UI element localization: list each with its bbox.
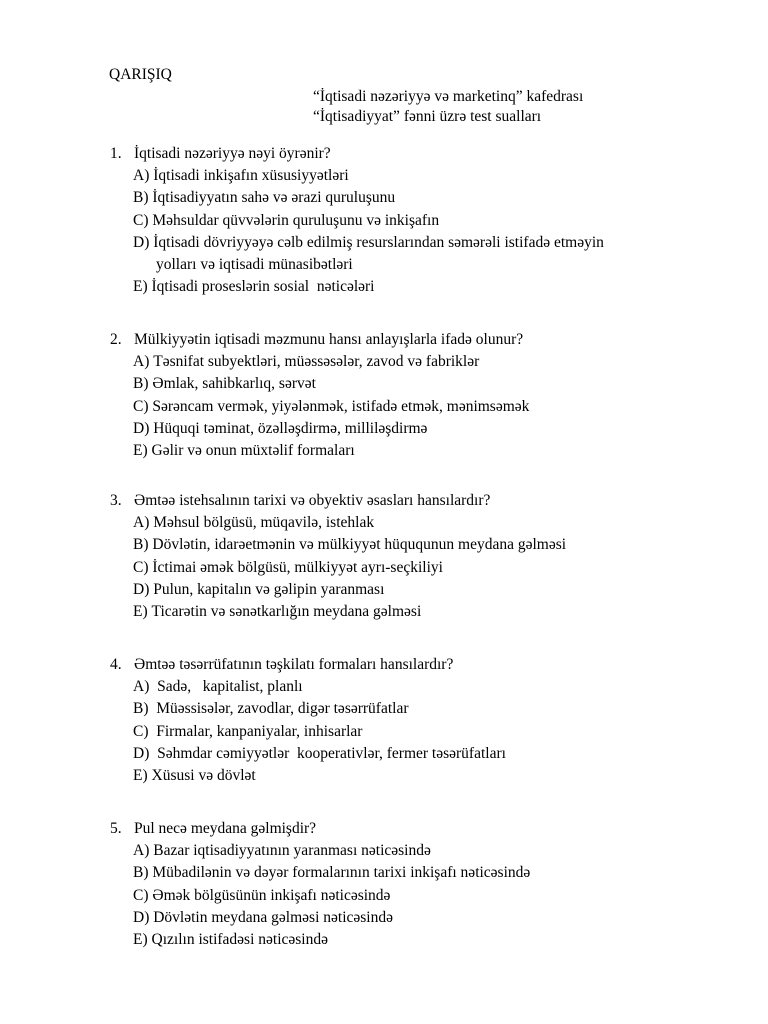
option-text: Hüquqi təminat, özəlləşdirmə, milliləşdirmə — [153, 419, 428, 437]
answer-option — [133, 232, 604, 254]
option-label: E) — [133, 767, 152, 785]
answer-option — [133, 210, 604, 232]
question-2 — [110, 329, 529, 462]
option-label: B) — [133, 189, 153, 207]
option-label: A) — [133, 167, 154, 184]
option-label: B) — [133, 700, 157, 718]
answer-option — [133, 165, 604, 187]
answer-option — [133, 187, 604, 209]
question-1 — [110, 143, 604, 298]
question-5 — [110, 818, 530, 951]
question-text: İqtisadi nəzəriyyə nəyi öyrənir? — [134, 145, 331, 162]
option-label: C) — [133, 211, 153, 229]
option-text: Sərəncam vermək, yiyələnmək, istifadə etmək, mənimsəmək — [152, 397, 530, 415]
option-label: E) — [133, 442, 152, 460]
option-label: E) — [133, 603, 152, 621]
option-continuation: yolları və iqtisadi münasibətləri — [156, 256, 353, 274]
document-title: QARIŞIQ — [109, 66, 172, 83]
option-text: İqtisadiyyatın sahə və ərazi quruluşunu — [152, 189, 396, 207]
answer-option — [133, 579, 566, 601]
question-text: Mülkiyyətin iqtisadi məzmunu hansı anlayışlarla ifadə olunur? — [134, 331, 524, 348]
option-text: İqtisadi proseslərin sosial nəticələri — [151, 278, 375, 296]
department-name: “İqtisadi nəzəriyyə və marketinq” kafedrası — [313, 88, 584, 105]
option-text: Müəssisələr, zavodlar, digər təsərrüfatlar — [156, 700, 409, 718]
answer-option — [133, 743, 506, 765]
option-label: B) — [133, 536, 153, 554]
answer-option — [133, 601, 566, 623]
option-label: C) — [133, 558, 153, 576]
answer-option — [133, 765, 506, 787]
option-label: D) — [133, 580, 154, 598]
answer-option — [133, 373, 529, 395]
option-text: Təsnifat subyektləri, müəssəsələr, zavod və fabriklər — [153, 353, 480, 370]
option-label: A) — [133, 514, 154, 531]
answer-option — [133, 418, 529, 440]
answer-option — [133, 676, 506, 698]
answer-option — [133, 557, 566, 579]
option-label: E) — [133, 931, 152, 949]
option-text: Pulun, kapitalın və gəlipin yaranması — [153, 580, 385, 598]
option-text: Qızılın istifadəsi nəticəsində — [151, 931, 328, 949]
option-text: İqtisadi dövriyyəyə cəlb edilmiş resurslarından səmərəli istifadə etməyin — [153, 233, 604, 251]
answer-option — [133, 721, 506, 743]
option-text: Dövlətin, idarəetmənin və mülkiyyət hüququnun meydana gəlməsi — [152, 536, 567, 554]
option-label: B) — [133, 375, 153, 393]
option-text: Ticarətin və sənətkarlığın meydana gəlməsi — [151, 603, 422, 621]
answer-options — [133, 351, 529, 462]
option-text: Bazar iqtisadiyyatının yaranması nəticəsində — [153, 842, 431, 859]
option-label: C) — [133, 722, 157, 740]
subject-name: “İqtisadiyyat” fənni üzrə test sualları — [313, 108, 542, 125]
answer-option — [133, 396, 529, 418]
option-text: İctimai əmək bölgüsü, mülkiyyət ayrı-seçkiliyi — [152, 558, 443, 576]
option-label: D) — [133, 233, 154, 251]
answer-options — [133, 676, 506, 787]
question-4 — [110, 654, 506, 787]
option-text: Mübadilənin və dəyər formalarının tarixi inkişafı nəticəsində — [152, 864, 531, 882]
option-label: A) — [133, 842, 154, 859]
question-number: 2. — [110, 331, 122, 348]
answer-option — [133, 351, 529, 373]
question-number: 4. — [110, 656, 122, 673]
answer-option — [133, 862, 530, 884]
option-text: Səhmdar cəmiyyətlər kooperativlər, fermer təsərüfatları — [157, 744, 506, 762]
option-text: Firmalar, kanpaniyalar, inhisarlar — [156, 722, 363, 740]
option-text: Məhsul bölgüsü, müqavilə, istehlak — [153, 514, 375, 531]
option-text: Əmlak, sahibkarlıq, sərvət — [152, 375, 316, 393]
answer-options — [133, 165, 604, 298]
answer-option — [133, 276, 604, 298]
option-label: E) — [133, 278, 152, 296]
answer-option — [133, 440, 529, 462]
option-text: Dövlətin meydana gəlməsi nəticəsində — [153, 908, 393, 926]
option-label: C) — [133, 397, 153, 415]
answer-options — [133, 840, 530, 951]
option-label: D) — [133, 744, 158, 762]
option-label: D) — [133, 419, 154, 437]
answer-option — [133, 929, 530, 951]
option-text: İqtisadi inkişafın xüsusiyyətləri — [153, 167, 349, 184]
option-text: Sadə, kapitalist, planlı — [157, 678, 303, 695]
option-label: C) — [133, 886, 153, 904]
answer-option — [133, 534, 566, 556]
option-label: D) — [133, 908, 154, 926]
question-number: 1. — [110, 145, 122, 162]
question-text: Pul necə meydana gəlmişdir? — [134, 820, 317, 837]
option-text: Məhsuldar qüvvələrin quruluşunu və inkişafın — [152, 211, 440, 229]
question-text: Əmtəə istehsalının tarixi və obyektiv əsasları hansılardır? — [134, 492, 491, 509]
answer-option — [133, 885, 530, 907]
answer-option — [133, 840, 530, 862]
question-number: 5. — [110, 820, 122, 837]
answer-option — [133, 698, 506, 720]
answer-option — [133, 907, 530, 929]
answer-options — [133, 512, 566, 623]
document-header — [313, 87, 583, 127]
answer-option — [133, 512, 566, 534]
option-text: Əmək bölgüsünün inkişafı nəticəsində — [152, 886, 391, 904]
question-text: Əmtəə təsərrüfatının təşkilatı formaları hansılardır? — [134, 656, 454, 673]
option-label: A) — [133, 353, 154, 370]
option-text: Xüsusi və dövlət — [151, 767, 256, 785]
option-label: A) — [133, 678, 158, 695]
option-text: Gəlir və onun müxtəlif formaları — [151, 442, 355, 460]
question-number: 3. — [110, 492, 122, 509]
option-label: B) — [133, 864, 153, 882]
question-3 — [110, 490, 566, 623]
